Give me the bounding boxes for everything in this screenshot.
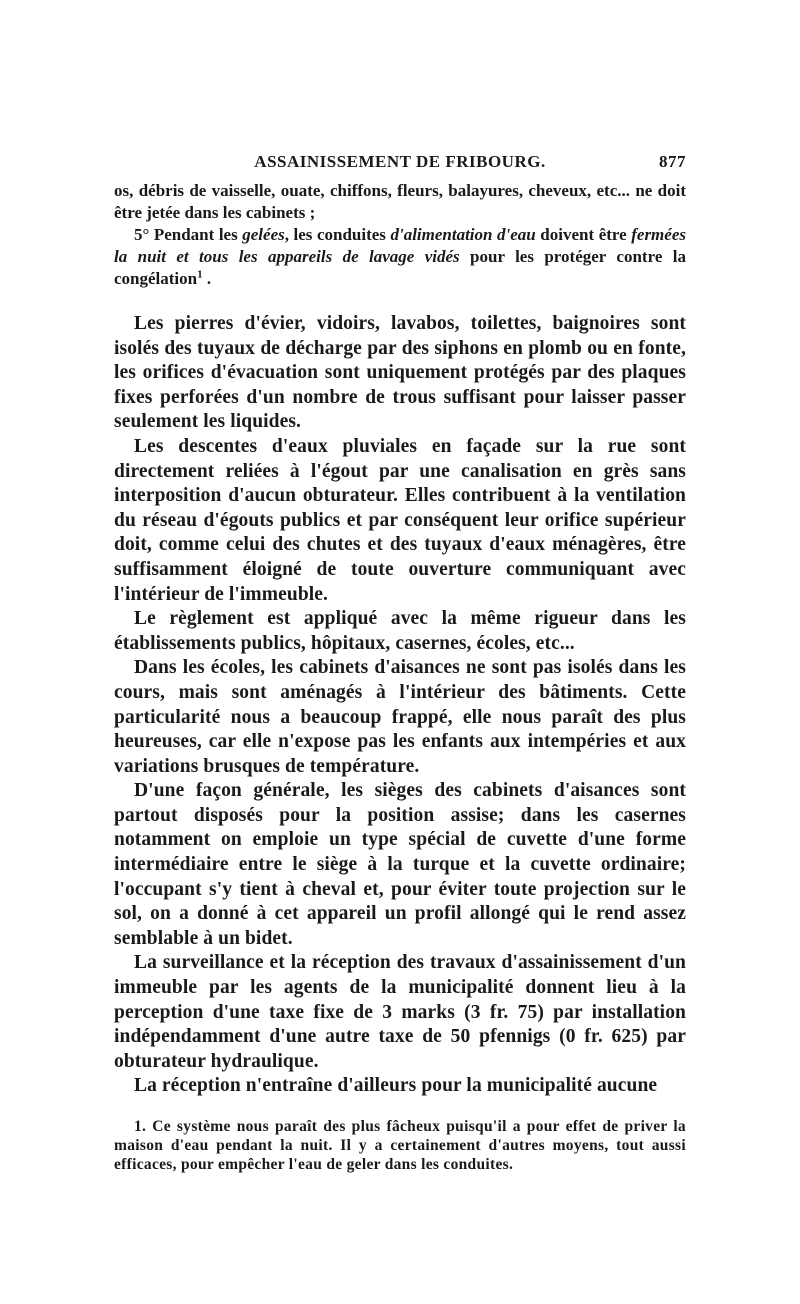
- running-title: ASSAINISSEMENT DE FRIBOURG.: [254, 152, 546, 171]
- footnote-1: 1. Ce système nous paraît des plus fâcheux puisqu'il a pour effet de priver la maison d'eau pendant la nuit. Il y a certainement d'autres moyens, tout aussi efficaces, pour empêcher l'eau de geler dans les conduites.: [114, 1118, 686, 1173]
- paragraph-seats: D'une façon générale, les sièges des cabinets d'aisances sont partout disposés pour la position assise; dans les casernes notamment on emploie un type spécial de cuvette d'une forme intermédiaire entre le siège à la turque et la cuvette ordinaire; l'occupant s'y tient à cheval et, pour éviter toute projection sur le sol, on a donné à cet appareil un profil allongé qui le rend assez semblable à un bidet.: [114, 780, 686, 949]
- rule-5-gelees: gelées: [242, 225, 285, 244]
- paragraph-plumbing: Les pierres d'évier, vidoirs, lavabos, toilettes, baignoires sont isolés des tuyaux de décharge par des siphons en plomb ou en fonte, les orifices d'évacuation sont uniquement protégés par des plaques fixes perforées d'un nombre de trous suffisant pour laisser passer seulement les liquides.: [114, 313, 686, 433]
- rule-5: [114, 224, 686, 290]
- paragraph-reception: La réception n'entraîne d'ailleurs pour la municipalité aucune: [134, 1075, 658, 1097]
- rules-list-continuation: [114, 180, 686, 290]
- rule-4-continuation: os, débris de vaisselle, ouate, chiffons, fleurs, balayures, cheveux, etc... ne doit être jetée dans les cabinets ;: [114, 181, 686, 222]
- running-header: [114, 150, 686, 180]
- body-text: [114, 312, 686, 1099]
- paragraph-schools: Dans les écoles, les cabinets d'aisances ne sont pas isolés dans les cours, mais sont aménagés à l'intérieur des bâtiments. Cette particularité nous a beaucoup frappé, elle nous paraît des plus heureuses, car elle n'expose pas les enfants aux intempéries et aux variations brusques de température.: [114, 657, 686, 777]
- paragraph-inspection: La surveillance et la réception des travaux d'assainissement d'un immeuble par les agents de la municipalité donnent lieu à la perception d'une taxe fixe de 3 marks (3 fr. 75) par installation indépendamment d'une autre taxe de 50 pfennigs (0 fr. 625) par obturateur hydraulique.: [114, 952, 686, 1072]
- rule-5-alimentation: d'alimentation d'eau: [390, 225, 536, 244]
- rule-5-text-b: , les conduites: [284, 225, 391, 244]
- footnote-marker: 1: [197, 268, 203, 281]
- paragraph-rainwater: Les descentes d'eaux pluviales en façade sur la rue sont directement reliées à l'égout par une canalisation en grès sans interposition d'aucun obturateur. Elles contribuent à la ventilation du réseau d'égouts publics et par conséquent leur orifice supérieur doit, comme celui des chutes et des tuyaux d'eaux ménagères, être suffisamment éloigné de toute ouverture communiquant avec l'intérieur de l'immeuble.: [114, 435, 686, 605]
- book-page: [114, 150, 686, 1174]
- footnote-section: [114, 1117, 686, 1174]
- rule-5-text-d: pour les protéger contre la congélation: [114, 247, 686, 288]
- rule-5-text-a: 5° Pendant les: [134, 225, 243, 244]
- rule-5-fermees: fermées la nuit et tous les appareils de lavage vidés: [114, 225, 686, 266]
- rule-5-text-c: doivent être: [535, 225, 632, 244]
- paragraph-regulation: Le règlement est appliqué avec la même rigueur dans les établissements publics, hôpitaux, casernes, écoles, etc...: [114, 608, 686, 654]
- page-number: 877: [659, 152, 686, 171]
- rule-5-text-e: .: [202, 269, 212, 288]
